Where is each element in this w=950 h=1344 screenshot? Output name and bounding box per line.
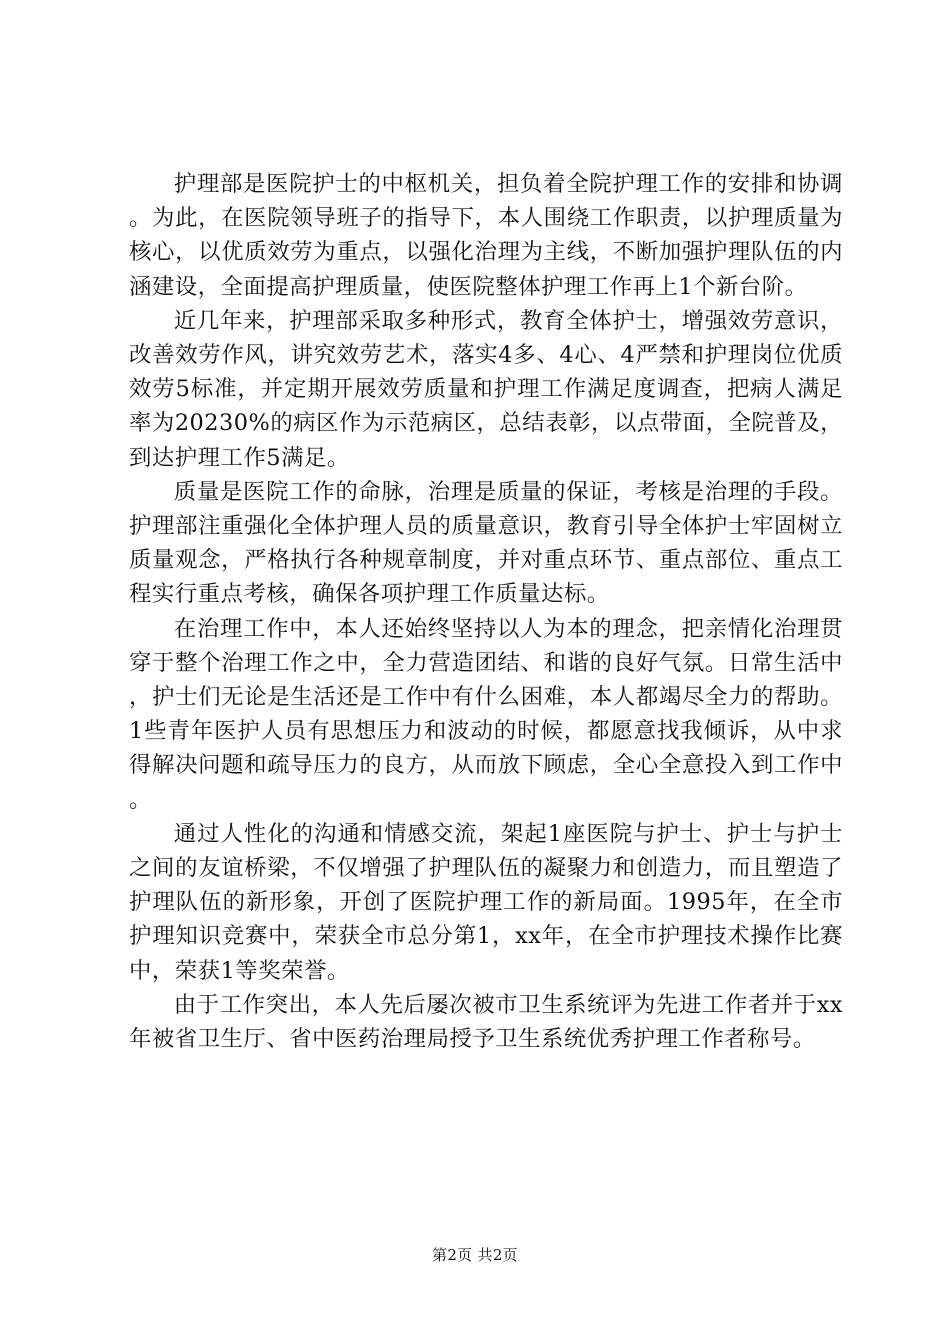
paragraph-3: 质量是医院工作的命脉，治理是质量的保证，考核是治理的手段。护理部注重强化全体护理人员的质量意识，教育引导全体护士牢固树立质量观念，严格执行各种规章制度，并对重点环节、重点部位、重点工程实行重点考核，确保各项护理工作质量达标。 [129, 478, 843, 608]
page-number-footer: 第2页 共2页 [432, 1246, 518, 1264]
paragraph-5: 通过人性化的沟通和情感交流，架起1座医院与护士、护士与护士之间的友谊桥梁，不仅增强了护理队伍的凝聚力和创造力，而且塑造了护理队伍的新形象，开创了医院护理工作的新局面。1995年，在全市护理知识竞赛中，荣获全市总分第1，xx年，在全市护理技术操作比赛中，荣获1等奖荣誉。 [129, 820, 843, 984]
paragraph-2: 近几年来，护理部采取多种形式，教育全体护士，增强效劳意识，改善效劳作风，讲究效劳艺术，落实4多、4心、4严禁和护理岗位优质效劳5标准，并定期开展效劳质量和护理工作满足度调查，把病人满足率为20230%的病区作为示范病区，总结表彰，以点带面，全院普及，到达护理工作5满足。 [129, 307, 843, 471]
paragraph-4: 在治理工作中，本人还始终坚持以人为本的理念，把亲情化治理贯穿于整个治理工作之中，全力营造团结、和谐的良好气氛。日常生活中，护士们无论是生活还是工作中有什么困难，本人都竭尽全力的帮助。1些青年医护人员有思想压力和波动的时候，都愿意找我倾诉，从中求得解决问题和疏导压力的良方，从而放下顾虑，全心全意投入到工作中。 [129, 615, 843, 813]
paragraph-1: 护理部是医院护士的中枢机关，担负着全院护理工作的安排和协调。为此，在医院领导班子的指导下，本人围绕工作职责，以护理质量为核心，以优质效劳为重点，以强化治理为主线，不断加强护理队伍的内涵建设，全面提高护理质量，使医院整体护理工作再上1个新台阶。 [129, 171, 843, 300]
document-body [129, 167, 843, 1056]
paragraph-6: 由于工作突出，本人先后屡次被市卫生系统评为先进工作者并于xx年被省卫生厅、省中医药治理局授予卫生系统优秀护理工作者称号。 [129, 991, 843, 1053]
